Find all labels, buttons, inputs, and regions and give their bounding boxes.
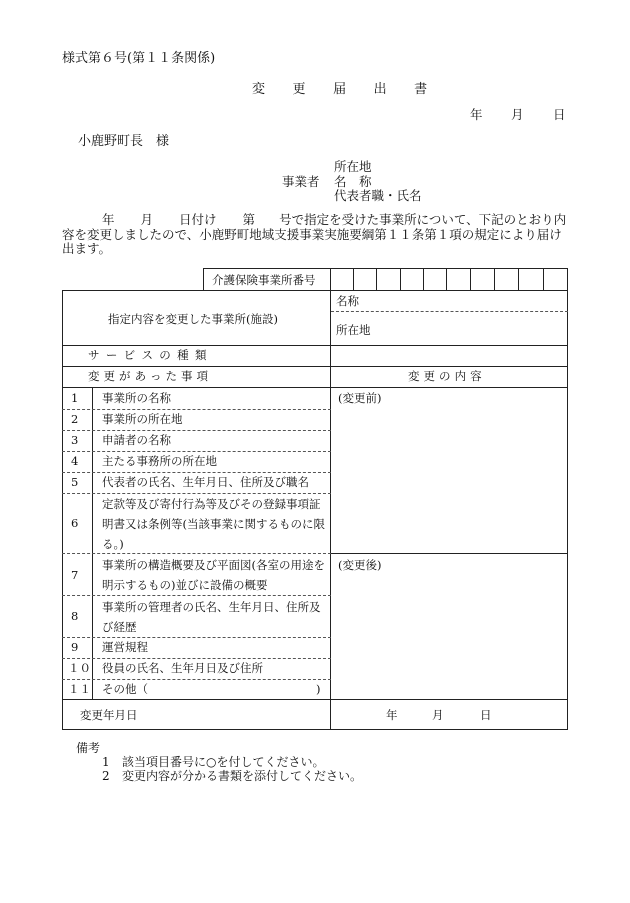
item-number: １０ [68,661,91,675]
note-number: 2 [102,769,110,783]
form-number: 様式第６号(第１１条関係) [62,51,216,66]
before-label: (変更前) [338,391,382,405]
item-number: 7 [71,568,79,582]
insurance-digit-box[interactable] [518,268,519,291]
notes-heading: 備考 [76,741,101,755]
note-text: 該当項目番号に○を付してください。 [122,755,325,769]
date-year: 年 [470,107,483,122]
note-text: 変更内容が分かる書類を添付してください。 [122,769,363,783]
item-text: 代表者の氏名、生年月日、住所及び職名 [102,475,309,489]
facility-label: 指定内容を変更した事業所(施設) [108,312,278,326]
notification-paragraph [62,213,572,257]
change-date-month: 月 [432,708,444,722]
applicant-representative-label: 代表者職・氏名 [334,188,422,203]
applicant-address-label: 所在地 [334,159,372,174]
item-number: 2 [71,412,79,426]
item-text: 事業所の名称 [102,391,171,405]
date-day: 日 [553,107,566,122]
insurance-digit-box[interactable] [494,268,495,291]
addressee: 小鹿野町長 様 [78,134,170,149]
item-text: その他（ [102,682,148,696]
item-number: 6 [71,516,79,530]
item-number: 9 [71,640,79,654]
item-number: 3 [71,433,79,447]
item-text: 役員の氏名、生年月日及び住所 [102,661,263,675]
applicant-label: 事業者 [282,174,320,189]
item-text: 主たる事務所の所在地 [102,454,217,468]
item-text: 定款等及び寄付行為等及びその登録事項証明書又は条例等(当該事業に関するものに限る。) [102,497,325,551]
note-number: 1 [102,755,110,769]
body-day-suffix: 日付け [179,212,217,227]
body-year: 年 [102,212,115,227]
item-number: １１ [68,682,91,696]
insurance-number-label: 介護保険事業所番号 [212,273,316,287]
item-number: 8 [71,609,79,623]
change-content-header: 変更の内容 [408,369,486,383]
date-month: 月 [511,107,524,122]
item-text: 申請者の名称 [102,433,171,447]
item-text: 事業所の構造概要及び平面図(各室の用途を明示するもの)並びに設備の概要 [102,558,325,592]
item-number: 1 [71,391,79,405]
item-number: 5 [71,475,79,489]
item-text: 事業所の所在地 [102,412,183,426]
insurance-digit-box[interactable] [423,268,424,291]
item-text: 事業所の管理者の氏名、生年月日、住所及び経歴 [102,600,321,634]
body-dai: 第 [242,212,256,227]
insurance-digit-box[interactable] [446,268,447,291]
change-date-year: 年 [386,708,398,722]
insurance-digit-box[interactable] [353,268,354,291]
changed-items-header: 変更があった事項 [88,369,213,383]
insurance-digit-box[interactable] [470,268,471,291]
insurance-digit-box[interactable] [376,268,377,291]
item-text: 運営規程 [102,640,148,654]
body-text: 号で指定を受けた事業所について、下記のとおり内容を変更しましたので、小鹿野町地域支援事業実施要綱第１１条第１項の規定により届け出ます。 [62,212,567,256]
change-date-label: 変更年月日 [80,708,138,722]
change-date-day: 日 [480,708,492,722]
facility-address-label: 所在地 [336,323,371,337]
item-other-close: ) [316,682,321,696]
after-label: (変更後) [338,558,382,572]
applicant-name-label: 名 称 [334,174,372,189]
insurance-digit-box[interactable] [400,268,401,291]
body-month: 月 [140,212,154,227]
document-title: 変 更 届 出 書 [252,82,439,97]
facility-name-label: 名称 [336,294,359,308]
item-number: 4 [71,454,79,468]
insurance-digit-box[interactable] [543,268,544,291]
service-type-label: サービスの種類 [88,348,213,362]
